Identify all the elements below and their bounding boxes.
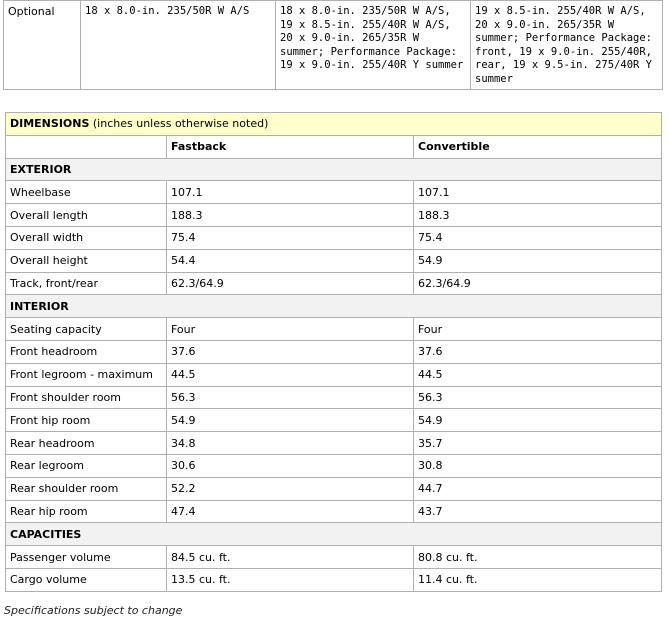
tire-option-line: 19 x 8.5-in. 255/40R W A/S, (280, 18, 451, 31)
section-heading: INTERIOR (6, 295, 662, 318)
table-row (6, 386, 662, 409)
tire-option-top (471, 1, 663, 90)
row-label: Cargo volume (6, 568, 167, 591)
convertible-value: 54.9 (414, 409, 662, 432)
convertible-value: 37.6 (414, 340, 662, 363)
table-row (6, 454, 662, 477)
section-header-exterior (6, 158, 662, 181)
fastback-value: 30.6 (167, 454, 414, 477)
tire-option-line: front, 19 x 9.0-in. 255/40R, (475, 45, 653, 58)
table-row (6, 340, 662, 363)
table-row (6, 204, 662, 227)
table-row (6, 432, 662, 455)
row-label: Rear legroom (6, 454, 167, 477)
table-row (6, 568, 662, 591)
fastback-value: 44.5 (167, 363, 414, 386)
convertible-value: 188.3 (414, 204, 662, 227)
tire-option-label: Optional (4, 1, 81, 90)
tire-option-line: 19 x 9.0-in. 255/40R Y summer (280, 59, 464, 71)
row-label: Front shoulder room (6, 386, 167, 409)
tire-options-table (3, 0, 663, 90)
section-header-capacities (6, 523, 662, 546)
row-label: Front headroom (6, 340, 167, 363)
row-label: Passenger volume (6, 546, 167, 569)
row-label: Track, front/rear (6, 272, 167, 295)
tire-option-mid (276, 1, 471, 90)
fastback-value: 13.5 cu. ft. (167, 568, 414, 591)
table-row (6, 500, 662, 523)
table-row (6, 226, 662, 249)
fastback-value: 34.8 (167, 432, 414, 455)
column-header-blank (6, 135, 167, 158)
fastback-value: 75.4 (167, 226, 414, 249)
row-label: Overall width (6, 226, 167, 249)
fastback-value: 188.3 (167, 204, 414, 227)
table-row (6, 363, 662, 386)
row-label: Rear hip room (6, 500, 167, 523)
column-header-fastback: Fastback (167, 135, 414, 158)
column-header-row (6, 135, 662, 158)
tire-option-line: 20 x 9.0-in. 265/35R W (280, 32, 420, 44)
fastback-value: 54.4 (167, 249, 414, 272)
section-heading: CAPACITIES (6, 523, 662, 546)
dimensions-title-bold: DIMENSIONS (10, 117, 90, 131)
fastback-value: 54.9 (167, 409, 414, 432)
dimensions-title-row (6, 113, 662, 136)
tire-option-line: summer; Performance Package: (280, 45, 458, 58)
convertible-value: 56.3 (414, 386, 662, 409)
footnote: Specifications subject to change (4, 604, 183, 617)
row-label: Overall length (6, 204, 167, 227)
convertible-value: 75.4 (414, 226, 662, 249)
tire-option-line: summer; Performance Package: (475, 32, 653, 44)
table-row (6, 546, 662, 569)
table-row (6, 272, 662, 295)
table-row (6, 249, 662, 272)
dimensions-title-note: (inches unless otherwise noted) (89, 117, 269, 131)
fastback-value: 62.3/64.9 (167, 272, 414, 295)
tire-option-base: 18 x 8.0-in. 235/50R W A/S (81, 1, 276, 90)
tire-option-line: rear, 19 x 9.5-in. 275/40R Y (475, 59, 653, 71)
table-row (6, 181, 662, 204)
convertible-value: 62.3/64.9 (414, 272, 662, 295)
convertible-value: 80.8 cu. ft. (414, 546, 662, 569)
tire-option-line: 20 x 9.0-in. 265/35R W (475, 18, 615, 31)
row-label: Front hip room (6, 409, 167, 432)
tire-option-line: 18 x 8.0-in. 235/50R W A/S, (280, 5, 451, 17)
table-row (6, 318, 662, 341)
row-label: Front legroom - maximum (6, 363, 167, 386)
fastback-value: 107.1 (167, 181, 414, 204)
fastback-value: 37.6 (167, 340, 414, 363)
convertible-value: 54.9 (414, 249, 662, 272)
convertible-value: 44.5 (414, 363, 662, 386)
table-row (6, 409, 662, 432)
convertible-value: 30.8 (414, 454, 662, 477)
section-header-interior (6, 295, 662, 318)
fastback-value: 56.3 (167, 386, 414, 409)
convertible-value: 107.1 (414, 181, 662, 204)
fastback-value: Four (167, 318, 414, 341)
table-row (6, 477, 662, 500)
tire-options-row (4, 1, 663, 90)
row-label: Wheelbase (6, 181, 167, 204)
fastback-value: 47.4 (167, 500, 414, 523)
row-label: Overall height (6, 249, 167, 272)
tire-option-line: 19 x 8.5-in. 255/40R W A/S, (475, 5, 646, 17)
tire-option-line: summer (475, 72, 513, 85)
row-label: Rear shoulder room (6, 477, 167, 500)
row-label: Seating capacity (6, 318, 167, 341)
convertible-value: 11.4 cu. ft. (414, 568, 662, 591)
fastback-value: 52.2 (167, 477, 414, 500)
dimensions-title (6, 113, 662, 136)
convertible-value: 35.7 (414, 432, 662, 455)
convertible-value: 44.7 (414, 477, 662, 500)
dimensions-table (5, 112, 662, 592)
convertible-value: Four (414, 318, 662, 341)
fastback-value: 84.5 cu. ft. (167, 546, 414, 569)
dimensions-body (6, 158, 662, 591)
column-header-convertible: Convertible (414, 135, 662, 158)
row-label: Rear headroom (6, 432, 167, 455)
section-heading: EXTERIOR (6, 158, 662, 181)
convertible-value: 43.7 (414, 500, 662, 523)
